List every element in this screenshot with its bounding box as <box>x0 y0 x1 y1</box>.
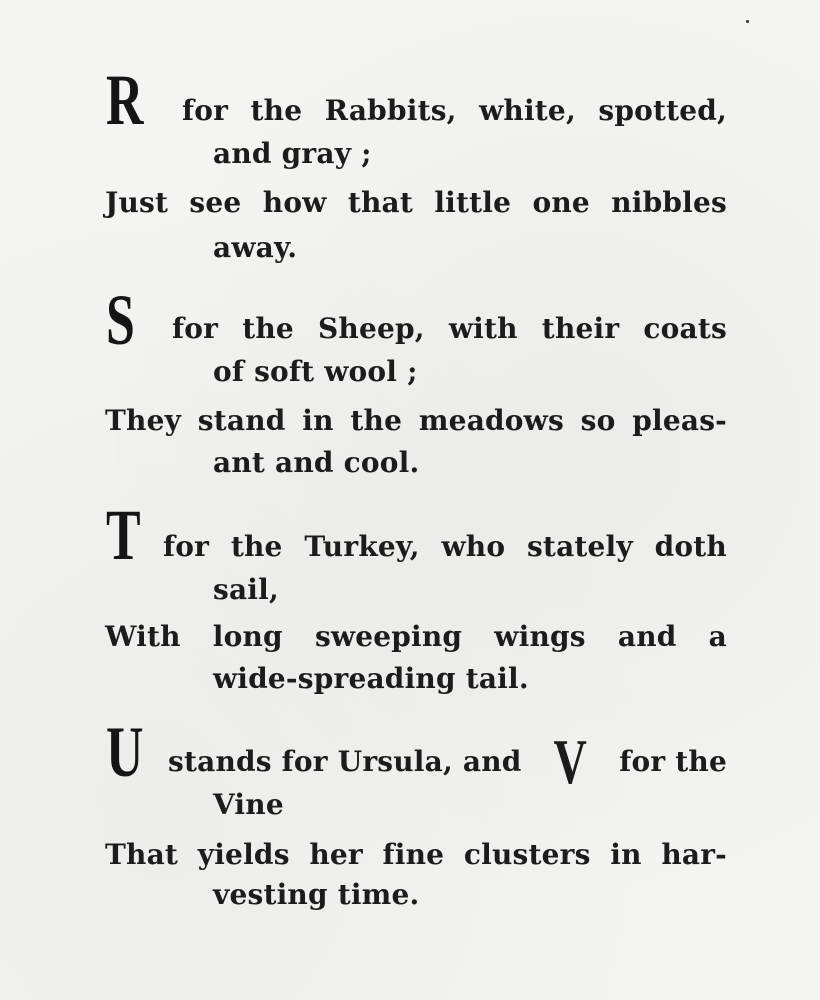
drop-cap-r: R <box>106 60 144 140</box>
drop-cap-s: S <box>106 280 135 360</box>
stanza-r-line-2: and gray ; <box>213 137 372 170</box>
stanza-r-line-1: for the Rabbits, white, spotted, <box>182 94 727 127</box>
stanza-t-line-2: sail, <box>213 573 279 606</box>
stanza-uv-line-1 <box>168 726 727 797</box>
stanza-uv-line-1-part-a: stands for Ursula, and <box>168 745 522 778</box>
inline-cap-v: V <box>553 726 588 797</box>
stanza-s-line-3: They stand in the meadows so pleas- <box>105 404 727 437</box>
stanza-s-line-4: ant and cool. <box>213 446 420 479</box>
stanza-uv-line-1-part-b: for the <box>619 745 727 778</box>
stanza-s-line-1: for the Sheep, with their coats <box>172 312 727 345</box>
stanza-r-line-4: away. <box>213 231 298 264</box>
stanza-uv-line-4: vesting time. <box>213 878 420 911</box>
stanza-s-line-2: of soft wool ; <box>213 355 418 388</box>
stanza-uv-line-3: That yields her fine clusters in har- <box>105 838 727 871</box>
stanza-t-line-4: wide-spreading tail. <box>213 662 529 695</box>
drop-cap-t: T <box>106 495 141 575</box>
drop-cap-u: U <box>106 712 144 792</box>
stanza-t-line-1: for the Turkey, who stately doth <box>163 530 727 563</box>
stanza-r-line-3: Just see how that little one nibbles <box>105 186 727 219</box>
paper-speck <box>746 20 749 23</box>
stanza-uv-line-2: Vine <box>213 788 284 821</box>
stanza-t-line-3: With long sweeping wings and a <box>105 620 727 653</box>
